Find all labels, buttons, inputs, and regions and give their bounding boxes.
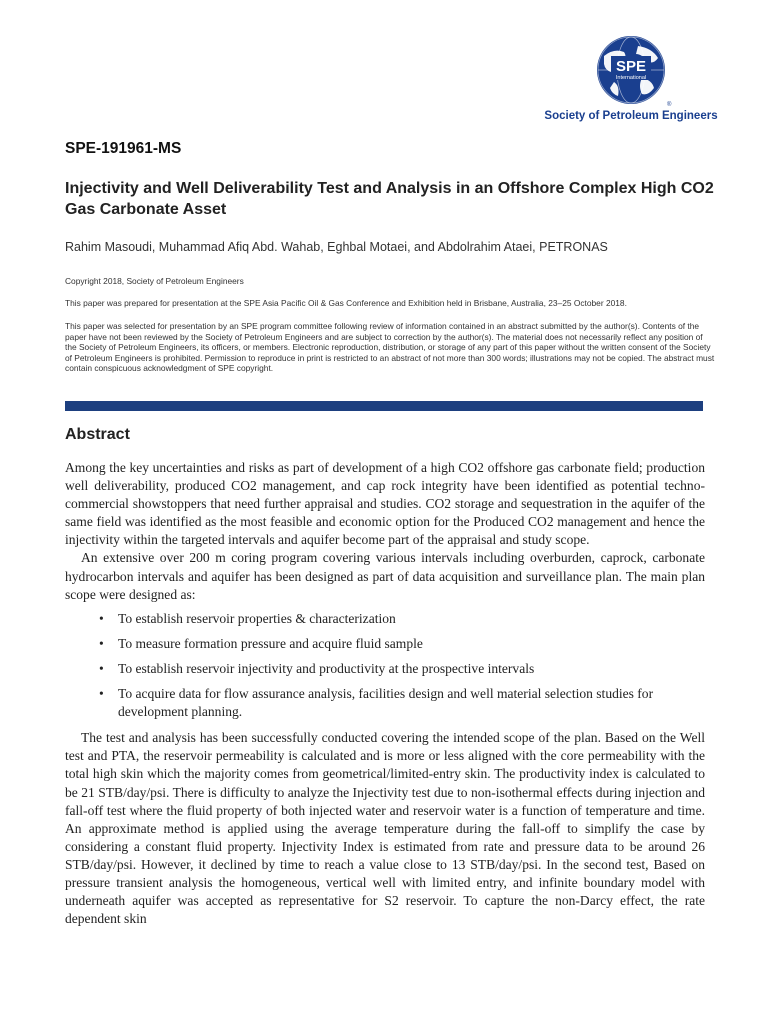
list-item-text: To establish reservoir properties & characterization (118, 610, 396, 626)
abstract-heading: Abstract (65, 426, 130, 443)
conference-notice: This paper was prepared for presentation at the SPE Asia Pacific Oil & Gas Conference and Exhibition held in Brisbane, Australia, 23–25 October 2018. (65, 298, 627, 308)
spe-logo (544, 34, 718, 126)
list-item-text: To acquire data for flow assurance analysis, facilities design and well material selection studies for development planning. (118, 686, 654, 720)
list-item-text: To establish reservoir injectivity and productivity at the prospective intervals (118, 660, 535, 676)
list-item (65, 610, 705, 628)
bullet-icon: • (99, 686, 104, 702)
selection-notice: This paper was selected for presentation by an SPE program committee following review of information contained in an abstract submitted by the author(s). Contents of the paper have not been reviewed by the Society of Petroleum Engineers and are subject to correction by the author(s). The material does not necessarily reflect any position of the Society of Petroleum Engineers, its officers, or members. Electronic reproduction, distribution, or storage of any part of this paper without the written consent of the Society of Petroleum Engineers is prohibited. Permission to reproduce in print is restricted to an abstract of not more than 300 words; illustrations may not be copied. The abstract must contain conspicuous acknowledgment of SPE copyright. (65, 321, 715, 374)
bullet-icon: • (99, 635, 104, 651)
paper-id: SPE-191961-MS (65, 140, 182, 157)
scope-list (65, 610, 705, 721)
abstract-paragraph-1: Among the key uncertainties and risks as part of development of a high CO2 offshore gas carbonate field; production well deliverability, produced CO2 management, and cap rock integrity have been identified as potential techno-commercial showstoppers that need further appraisal and studies. CO2 storage and sequestration in the aquifer of the same field was identified as the most feasible and economic option for the Produced CO2 management and hence the injectivity within the targeted intervals and aquifer become part of the appraisal and study scope. (65, 460, 705, 548)
copyright-notice: Copyright 2018, Society of Petroleum Engineers (65, 276, 244, 286)
abstract-paragraph-3: The test and analysis has been successfully conducted covering the intended scope of the plan. Based on the Well test and PTA, the reservoir permeability is calculated and is more or less aligned with the core permeability with the total high skin which the majority comes from geometrical/limited-entry skin. The productivity index is calculated to be 21 STB/day/psi. There is difficulty to analyze the Injectivity test due to non-isothermal effects during injection and fall-off test where the fluid property of both injected water and reservoir water is a function of temperature and time. An approximate method is applied using the average temperature during the fall-off to simplify the case by considering a constant fluid property. Injectivity Index is estimated from rate and pressure data to be around 26 STB/day/psi. However, it declined by time to reach a value close to 13 STB/day/psi. In the second test, Based on pressure transient analysis the homogeneous, vertical well with limited entry, and infinite boundary model with underneath aquifer was accepted as representative for S2 reservoir. To capture the non-Darcy effect, the rate dependent skin (65, 730, 705, 927)
abstract-body (65, 459, 705, 928)
globe-icon (556, 34, 706, 114)
list-item (65, 685, 705, 721)
header-divider (65, 401, 703, 411)
list-item (65, 660, 705, 678)
author-list: Rahim Masoudi, Muhammad Afiq Abd. Wahab, Eghbal Motaei, and Abdolrahim Ataei, PETRONAS (65, 240, 608, 254)
paper-title: Injectivity and Well Deliverability Test and Analysis in an Offshore Complex High CO2 Gas Carbonate Asset (65, 180, 714, 218)
logo-mark-text: SPE (615, 58, 647, 75)
logo-caption: Society of Petroleum Engineers (544, 110, 718, 122)
bullet-icon: • (99, 610, 104, 626)
abstract-paragraph-2: An extensive over 200 m coring program covering various intervals including overburden, caprock, carbonate hydrocarbon intervals and aquifer has been designed as part of data acquisition and surveillance plan. The main plan scope were designed as: (65, 550, 705, 602)
logo-mark-subtext: International (615, 75, 647, 81)
registered-mark: ® (667, 102, 672, 108)
list-item (65, 635, 705, 653)
bullet-icon: • (99, 660, 104, 676)
list-item-text: To measure formation pressure and acquire fluid sample (118, 635, 423, 651)
